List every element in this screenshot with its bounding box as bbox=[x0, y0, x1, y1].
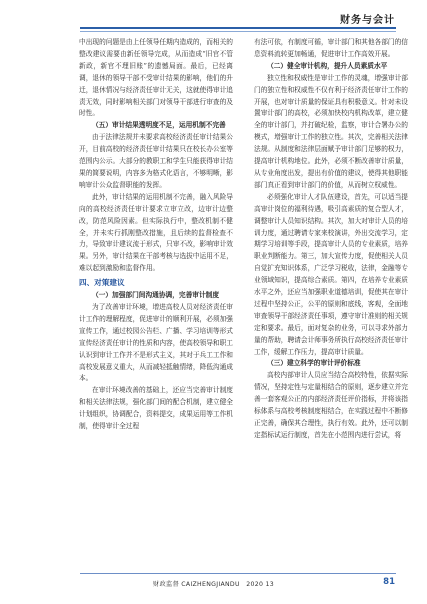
subsection-heading: （一）加强部门间沟通协调，完善审计制度 bbox=[92, 291, 220, 300]
paragraph: 高校内部审计人员应当结合高校特性，依据实际情况，坚持定性与定量相结合的原则，逐步建立并完善一套客观公正的内部经济责任评价指标，并将该指标体系与高校考核制度相结合，在实践过程中不断修正完善，确保其合理性，执行有效。此外，还可以制定指标试运行制度，首先在小范围内进行尝试，将 bbox=[254, 371, 408, 439]
section-title: 财务与会计 bbox=[340, 15, 395, 26]
left-column bbox=[79, 37, 233, 433]
paragraph: 在审计环境改善的基础上，还应当完善审计制度和相关法律法规，强化部门间的配合机制，建立健全计划组织，协调配合，资料提交，成果运用等工作机制，使得审计全过程 bbox=[79, 386, 233, 431]
paragraph: 由于法律法规并未要求高校经济责任审计结果公开，目前高校的经济责任审计结果只在校长办公室等范围内公示。大部分的教职工和学生只能获得审计结果的简要说明，内容多为格式化语言，不够明晰，影响审计公众监督职能的发挥。 bbox=[79, 133, 233, 189]
paragraph: 必须强化审计人才队伍建设，首先，可以适当提高审计岗位的福利待遇，吸引高素质的复合型人才，调整审计人员知识结构。其次，加大对审计人员的培训力度，通过聘请专家来校演讲，外出交流学习，定期学习培训等手段，提高审计人员的专业素质，培养职业判断能力。第三，加大宣传力度，促使相关人员自觉扩充知识体系，广泛学习税收，法律，金融等专业领域知识，提高综合素质。第四，在培养专业素质水平之外，还应当加强职业道德培训，促使其在审计过程中坚持公正，公平的原则和底线，客观，全面地审查领导干部经济责任事项，遵守审计准则的相关规定和要求。最后，面对复杂的业务，可以寻求外部力量的帮助，聘请会计师事务所执行高校经济责任审计工作，缓解工作压力，提高审计质量。 bbox=[254, 192, 408, 356]
right-column bbox=[254, 37, 408, 442]
page-number: 81 bbox=[383, 577, 395, 587]
section-heading: 四、对策建议 bbox=[79, 278, 125, 288]
footer-rule bbox=[80, 573, 396, 574]
paragraph: 中出现的问题是由上任领导任期内造成的，而相关的整改建议需要由新任领导完成，从而造成“旧官不管新政，新官不理旧账”的遗憾局面。最后，已经离调，退休的领导干部不受审计结果的影响，他们的升迁，退休情况与经济责任审计无关，这就使得审计追责无效，同时影响相关部门对领导干部进行审查的及时性。 bbox=[79, 38, 233, 118]
paragraph: 为了改善审计环境，增进高校人员对经济责任审计工作的理解程度，促进审计的顺利开展，必须加强宣传工作，通过校园公告栏、广播、学习培训等形式宣传经济责任审计的性质和内容，使高校领导和职工认识到审计工作并不是形式主义，其对于兵工工作和高校发展意义重大，从而减轻抵触情绪，降低沟通成本。 bbox=[79, 303, 233, 383]
subsection-heading: （二）健全审计机构，提升人员素质水平 bbox=[267, 61, 388, 70]
paragraph: 此外，审计结果的运用机制不完善，融入风险导向的高校经济责任审计要求立审立改，边审计边整改，防范风险因素。但实际执行中，整改机制不健全，并未实行抓刚整改措施，且后续的监督检查不力，导致审计建议流于形式，只审不改，影响审计效果。另外，审计结果在干部考核与选拔中运用不足，难以起到激励和监督作用。 bbox=[79, 192, 233, 273]
header-rule bbox=[80, 27, 396, 29]
footer-text: 财政监督 CAIZHENGJIANDU 2020 13 bbox=[153, 581, 274, 588]
header-rule-thin bbox=[80, 31, 396, 32]
paragraph: 独立性和权威性是审计工作的灵魂，增强审计部门的独立性和权威性不仅有利于经济责任审计工作的开展，也对审计质量的保证具有积极意义。针对未设置审计部门的高校，必须加快校内机构改革，建立健全的审计部门，并打破纪检，监察，审计合署办公的模式，增强审计工作的独立性。其次，完善相关法律法规。从制度和法律层面赋予审计部门足够的权力，提高审计机构地位。此外，必须不断改善审计质量，从专业角度出发，提出有价值的建议，使得其他职能部门真正看到审计部门的价值，从而树立权威性。 bbox=[254, 73, 408, 189]
subsection-heading: （三）建立科学的审计评价标准 bbox=[267, 359, 361, 368]
subsection-heading: （五）审计结果透明度不足，运用机制不完善 bbox=[92, 121, 226, 130]
paragraph: 有法可依，有制度可循，审计部门和其他各部门的信息资料流转更加畅通，促进审计工作高效开展。 bbox=[254, 38, 408, 58]
